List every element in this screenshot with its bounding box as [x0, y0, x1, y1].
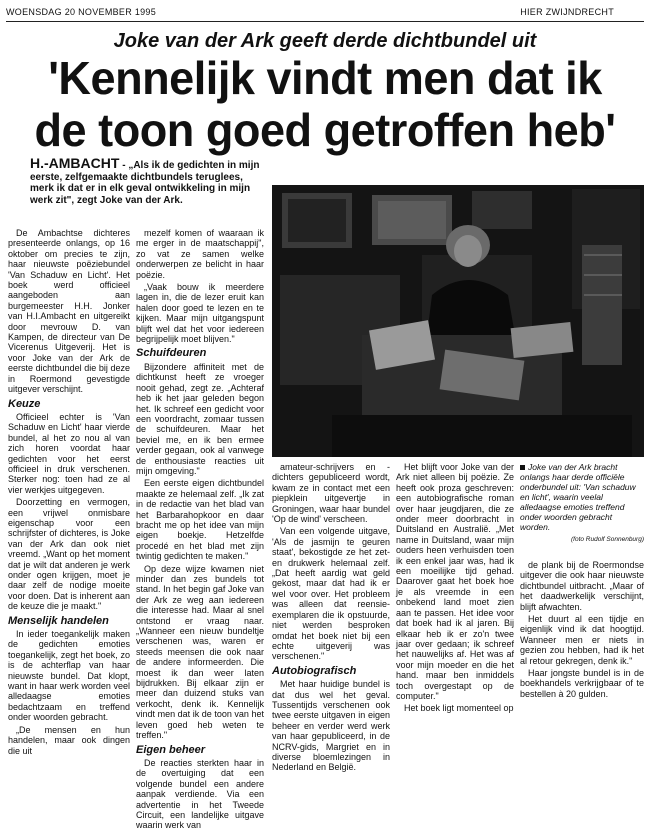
article-column-3 [272, 462, 390, 775]
subheading-autobiografisch: Autobiografisch [272, 664, 357, 677]
lead-paragraph [30, 155, 266, 206]
paragraph: de plank bij de Roermondse uitgever die ook haar nieuwste dichtbundel uitbracht. „Maar of het daadwerkelijk verschijnt, blijft afwachten. [520, 560, 644, 612]
subheading-schuifdeuren: Schuifdeuren [136, 347, 207, 360]
article-column-4 [396, 462, 514, 716]
article-column-2 [136, 228, 264, 833]
edition-date: WOENSDAG 20 NOVEMBER 1995 [6, 7, 157, 17]
subheading-menselijk-handelen: Menselijk handelen [8, 614, 109, 627]
paragraph: Bijzondere affiniteit met de dichtkunst heeft ze vroeger nooit gehad, zegt ze. „Achteraf heb ik het jaar geleden begon het. Ik schreef een gedicht voor een voordracht, zomaar tussen de schuifdeuren. Maar het beviel me, en ik ben ermee verder gegaan, ook al vanwege de enthousiaste reacties uit mijn omgeving." [136, 361, 264, 476]
subheading-eigen-beheer: Eigen beheer [136, 743, 206, 756]
paragraph: „Vaak bouw ik meerdere lagen in, die de lezer eruit kan halen door goed te lezen en te kijken. Maar mijn uitgangspunt blijft wel dat het voor iedereen begrijpelijk moet blijven." [136, 282, 264, 345]
paragraph: Met haar huidige bundel is dat dus wel het geval. Tussentijds verschenen ook twee eerste uitgaven in eigen beheer en verder werd werk van haar gepubliceerd, in de NCRV-gids, Margriet en in diverse bloemlezingen in Nederland en België. [272, 679, 390, 773]
paragraph: De Ambachtse dichteres presenteerde onlangs, op 16 oktober om precies te zijn, haar nieuwste poëziebundel 'Van Schaduw en Licht'. Het boek werd officieel aangeboden aan burgemeester H.H. Jonker van H.I.Ambacht en uitgereikt door mevrouw D. van Kampen, de directeur van De Vicerenus Uitgeverij. Het is voor Joke van der Ark de eerste dichtbundel die bij deze in Roermond gevestigde uitgever verschijnt. [8, 228, 130, 395]
headline-line-2: de toon goed getroffen heb' [34, 104, 616, 156]
subheading-keuze: Keuze [8, 397, 41, 410]
paragraph: Op deze wijze kwamen niet minder dan zes bundels tot stand. In het begin gaf Joke van der Ark ze weg aan iedereen die interesse had. Maar al snel ontstond er vraag naar. „Wanneer een nieuw bundeltje verschenen was, waren er steeds meensen die ook naar de andere informeerden. Die moest ik dan weer laten bijdrukken. Bij elkaar zijn er meer dan duizend stuks van verkocht, denk ik. Kennelijk vindt men dat ik de toon van het leven goed heb weten te treffen." [136, 563, 264, 741]
photo-credit: (foto Rudolf Sonnenburg) [571, 536, 644, 543]
paragraph: Het blijft voor Joke van der Ark niet alleen bij poëzie. Ze heeft ook proza geschreven: een autobiografische roman over haar jeugdjaren, die ze onder meer doorbracht in Duitsland en Australië. „Met name in Duitsland, waar mijn ouders heen verhuisden toen ik een enkel jaar was, had ik een moeilijke tijd gehad. Daarover gaat het boek hoe je als vreemde in een onbekend land moet zien aan te passen. Het idee voor dat boek had ik al jaren. Bij elkaar heb ik er zo'n twee jaar over gedaan; ik schreef het nauwelijks af. Het was af voor mijn moeder en die het hand. maar ben inmiddels toch overgestapt op de computer." [396, 462, 514, 701]
paragraph: Het duurt al een tijdje en eigenlijk vind ik dat hoogtijd. Wanneer men er niets in gezien zou hebben, had ik het al retour gekregen, denk ik." [520, 614, 644, 666]
paragraph: „De mensen en hun handelen, maar ook dingen die uit [8, 724, 130, 756]
photo-caption [520, 462, 644, 545]
paragraph: mezelf komen of waaraan ik me erger in de maatschappij", zo vat ze samen welke onderwerpen ze belicht in haar poëzie. [136, 228, 264, 280]
lead-text: - „Als ik de gedichten in mijn eerste, zelfgemaakte dichtbundels teruglees, merk ik dat er in elk geval ontwikkeling in mijn werk zit", zegt Joke van der Ark. [30, 160, 260, 206]
masthead [6, 5, 644, 19]
paragraph: Van een volgende uitgave, 'Als de jasmijn te geuren staat', bekostigde ze het zet- en drukwerk helemaal zelf. „Dat heeft aardig wat geld gekost, maar dat had ik er wel voor over. Het probleem was alleen dat reensie-exemplaren die ik opstuurde, niet werden besproken omdat het boek niet bij een echte uitgeverij was verschenen." [272, 526, 390, 662]
paragraph: Doorzetting en vermogen, een vrijwel onmisbare eigenschap voor een schrijfster of dichteres, is Joke van der Ark dan ook niet vreemd. „Want op het moment dat je wilt dat anderen je werk onder ogen krijgen, moet je daar zelf de nodige moeite voor doen. Dat is inherent aan de keuze die je maakt." [8, 497, 130, 612]
headline-line-1: 'Kennelijk vindt men dat ik [48, 52, 602, 104]
paragraph: Haar jongste bundel is in de boekhandels verkrijgbaar of te bestellen à 20 gulden. [520, 668, 644, 699]
paragraph: Het boek ligt momenteel op [404, 703, 514, 714]
paragraph: De reacties sterkten haar in de overtuiging dat een volgende bundel een andere aanpak verdiende. Via een advertentie in het Tweede Circuit, een landelijke uitgave waarin werk van [136, 757, 264, 831]
photo-illustration [272, 185, 644, 457]
author-photo [272, 185, 644, 457]
article-column-1 [8, 228, 130, 758]
paragraph: Een eerste eigen dichtbundel maakte ze helemaal zelf. „Ik zat in de redactie van het blad van het Barbarahopkoor en daar bracht me op het idee van mijn eigen boekje. Hetzelfde procedé en het blad met zijn twintig gedichten te maken." [136, 478, 264, 562]
dateline: H.-AMBACHT [30, 155, 120, 171]
paragraph: In ieder toegankelijk maken de gedichten emoties toegankelijk, zegt het boek, zo is de achterflap van haar nieuwste bundel. Dat klopt, want in haar werk worden veel alledaagse emoties bedachtzaam en treffend onder woorden gebracht. [8, 629, 130, 723]
paragraph: amateur-schrijvers en -dichters gepubliceerd wordt, kwam ze in contact met een piepklein uitgevertje in Groningen, waar haar bundel 'Op de wind' verscheen. [272, 462, 390, 525]
main-headline [14, 52, 635, 156]
paragraph: Officieel echter is 'Van Schaduw en Licht' haar vierde bundel, al het zo nou al van zich horen voordat haar gedichten voor het eerst officieel in druk verschenen. Sterker nog: toen had ze al vier werkjes uitgegeven. [8, 411, 130, 495]
article-column-5 [520, 560, 644, 701]
masthead-rule [6, 21, 644, 22]
section-name: HIER ZWIJNDRECHT [520, 7, 614, 17]
kicker-headline: Joke van der Ark geeft derde dichtbundel uit [113, 30, 537, 52]
caption-text: Joke van der Ark bracht onlangs haar derde officiële onderbundel uit: 'Van schaduw en licht', waarin veelal alledaagse emoties treffend onder woorden gebracht worden. [520, 462, 636, 532]
caption-bullet-icon [520, 465, 525, 470]
